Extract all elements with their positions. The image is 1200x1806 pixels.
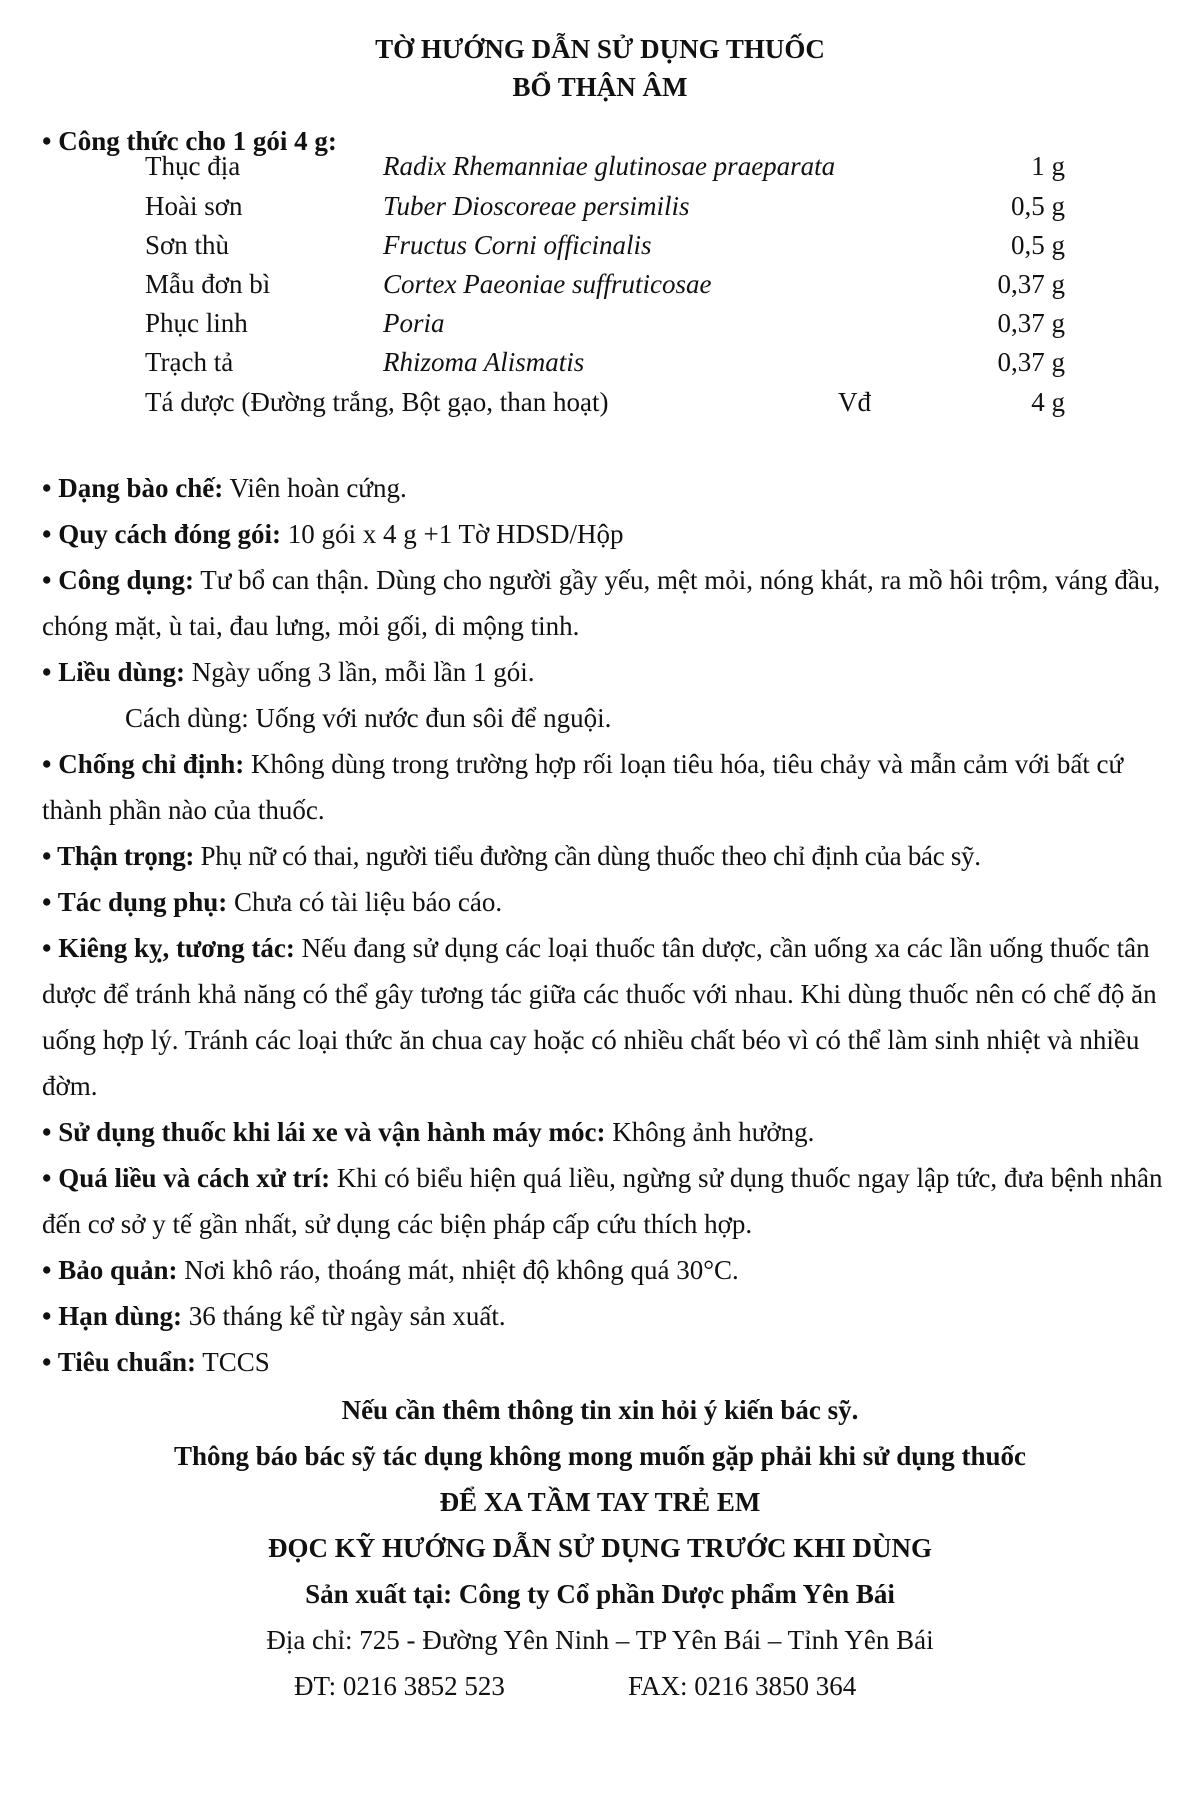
- excipient-row: [145, 382, 1065, 422]
- warning-children: ĐỂ XA TẦM TAY TRẺ EM: [439, 1487, 761, 1517]
- ingredient-latin: Tuber Dioscoreae persimilis: [383, 191, 690, 221]
- section-interactions: • Kiêng kỵ, tương tác: Nếu đang sử dụng các loại thuốc tân dược, cần uống xa các lần uống thuốc tân dược để tránh khả năng có thể gây tương tác giữa các thuốc với nhau. Khi dùng thuốc nên có chế độ ăn uống hợp lý. Tránh các loại thức ăn chua cay hoặc có nhiều chất béo vì có thể làm sinh nhiệt và nhiều đờm.: [42, 933, 1157, 1101]
- ingredient-amount: 0,37 g: [997, 269, 1065, 299]
- ingredient-name: Sơn thù: [145, 230, 230, 260]
- section-usage: Cách dùng: Uống với nước đun sôi để nguội.: [125, 703, 612, 733]
- ingredient-name: Phục linh: [145, 308, 248, 338]
- section-overdose: • Quá liều và cách xử trí: Khi có biểu hiện quá liều, ngừng sử dụng thuốc ngay lập tức, đưa bệnh nhân đến cơ sở y tế gần nhất, sử dụng các biện pháp cấp cứu thích hợp.: [42, 1163, 1163, 1239]
- section-indications: • Công dụng: Tư bổ can thận. Dùng cho người gầy yếu, mệt mỏi, nóng khát, ra mồ hôi trộm, váng đầu, chóng mặt, ù tai, đau lưng, mỏi gối, di mộng tinh.: [42, 565, 1161, 641]
- ingredient-latin: Poria: [383, 308, 445, 338]
- ingredient-row: [145, 342, 1065, 382]
- formula-heading: • Công thức cho 1 gói 4 g:: [42, 126, 337, 156]
- ingredient-latin: Radix Rhemanniae glutinosae praeparata: [383, 151, 836, 181]
- section-standard: • Tiêu chuẩn: TCCS: [42, 1347, 270, 1377]
- address: Địa chỉ: 725 - Đường Yên Ninh – TP Yên Bái – Tỉnh Yên Bái: [266, 1625, 934, 1655]
- fax: FAX: 0216 3850 364: [628, 1671, 857, 1701]
- section-packaging: • Quy cách đóng gói: 10 gói x 4 g +1 Tờ HDSD/Hộp: [42, 519, 624, 549]
- manufacturer: Sản xuất tại: Công ty Cổ phần Dược phẩm Yên Bái: [305, 1579, 895, 1609]
- ingredient-row: [145, 186, 1065, 226]
- ingredient-latin: Fructus Corni officinalis: [383, 230, 652, 260]
- excipient-text: Tá dược (Đường trắng, Bột gạo, than hoạt): [145, 387, 609, 417]
- section-storage: • Bảo quản: Nơi khô ráo, thoáng mát, nhiệt độ không quá 30°C.: [42, 1255, 739, 1285]
- section-side-effects: • Tác dụng phụ: Chưa có tài liệu báo cáo.: [42, 887, 503, 917]
- ingredient-amount: 1 g: [1031, 151, 1065, 181]
- phone: ĐT: 0216 3852 523: [294, 1671, 505, 1701]
- ingredient-amount: 0,37 g: [997, 347, 1065, 377]
- ingredient-latin: Cortex Paeoniae suffruticosae: [383, 269, 712, 299]
- excipient-vd: Vđ: [838, 387, 871, 417]
- document-title: TỜ HƯỚNG DẪN SỬ DỤNG THUỐC: [375, 34, 825, 64]
- excipient-amount: 4 g: [1031, 387, 1065, 417]
- ingredient-amount: 0,5 g: [1011, 230, 1065, 260]
- section-contraindications: • Chống chỉ định: Không dùng trong trường hợp rối loạn tiêu hóa, tiêu chảy và mẫn cảm với bất cứ thành phần nào của thuốc.: [42, 749, 1124, 825]
- ingredient-amount: 0,5 g: [1011, 191, 1065, 221]
- ingredient-row: [145, 264, 1065, 304]
- section-driving: • Sử dụng thuốc khi lái xe và vận hành máy móc: Không ảnh hưởng.: [42, 1117, 815, 1147]
- ingredient-row: [145, 225, 1065, 265]
- section-shelf-life: • Hạn dùng: 36 tháng kể từ ngày sản xuất.: [42, 1301, 506, 1331]
- ingredient-name: Thục địa: [145, 151, 241, 181]
- ingredient-name: Hoài sơn: [145, 191, 243, 221]
- product-name: BỔ THẬN ÂM: [512, 72, 688, 102]
- ingredient-row: [145, 303, 1065, 343]
- section-dosage: • Liều dùng: Ngày uống 3 lần, mỗi lần 1 gói.: [42, 657, 535, 687]
- ingredient-name: Mẫu đơn bì: [145, 269, 271, 299]
- ingredient-amount: 0,37 g: [997, 308, 1065, 338]
- ingredient-latin: Rhizoma Alismatis: [383, 347, 585, 377]
- warning-read: ĐỌC KỸ HƯỚNG DẪN SỬ DỤNG TRƯỚC KHI DÙNG: [267, 1533, 932, 1563]
- section-precautions: • Thận trọng: Phụ nữ có thai, người tiểu đường cần dùng thuốc theo chỉ định của bác sỹ.: [42, 841, 981, 871]
- info-line: Nếu cần thêm thông tin xin hỏi ý kiến bác sỹ.: [341, 1395, 859, 1425]
- report-line: Thông báo bác sỹ tác dụng không mong muốn gặp phải khi sử dụng thuốc: [173, 1441, 1027, 1471]
- ingredient-name: Trạch tả: [145, 347, 234, 377]
- ingredient-row: [145, 146, 1065, 186]
- section-dosage-form: • Dạng bào chế: Viên hoàn cứng.: [42, 473, 407, 503]
